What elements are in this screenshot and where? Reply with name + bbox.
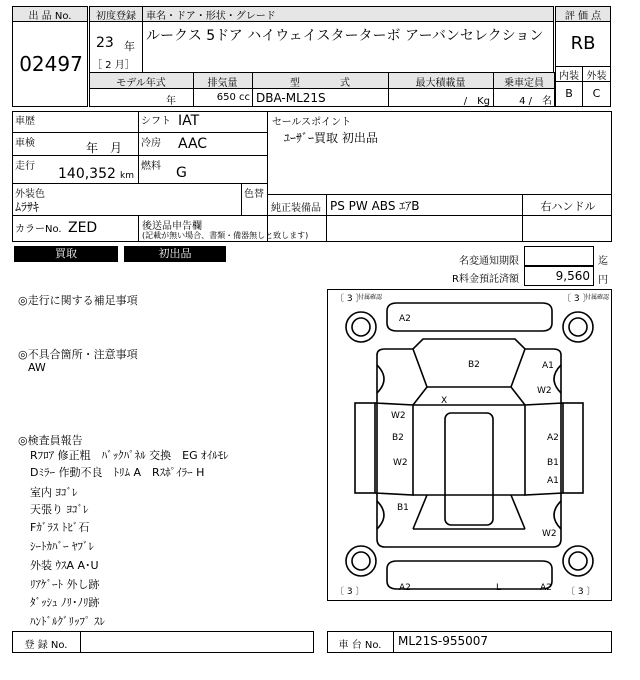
inspector-title: ◎検査員報告	[18, 434, 83, 447]
corner-label: 〔 3 〕	[562, 294, 592, 304]
corner-note: 付属確認	[585, 294, 610, 301]
inspection-label: 車検	[15, 138, 35, 149]
name-change-unit: 迄	[598, 256, 608, 267]
first-reg-label: 初度登録	[96, 11, 136, 22]
damage-mark: B1	[547, 458, 559, 468]
handle: 右ハンドル	[540, 200, 596, 213]
sales-point-label: セールスポイント	[272, 117, 352, 128]
type-label: 型 式	[290, 78, 350, 89]
chassis-no: ML21S-955007	[398, 634, 489, 648]
color-no-label: カラーNo.	[15, 224, 62, 235]
damage-mark: A2	[547, 433, 559, 443]
lot-no: 02497	[19, 52, 83, 76]
capacity-label: 乗車定員	[504, 78, 544, 89]
aftermarket-note: (記載が無い場合、書類・備器無しと致します)	[142, 231, 309, 240]
damage-mark: W2	[537, 386, 552, 396]
inspector-line: ｼｰﾄｶﾊﾞｰ ﾔﾌﾞﾚ	[30, 540, 94, 553]
name-change-label: 名変通知期限	[459, 256, 519, 267]
shift: IAT	[178, 113, 200, 129]
corner-label: 〔 3 〕	[335, 294, 365, 304]
model-name: ルークス 5ドア ハイウェイスターターボ アーバンセレクション	[146, 28, 544, 44]
grade-label: 評 価 点	[564, 11, 602, 22]
mileage-unit: km	[120, 171, 134, 181]
mileage: 140,352	[58, 166, 116, 182]
fuel-label: 燃料	[141, 161, 161, 172]
damage-mark: B2	[468, 360, 480, 370]
inspector-line: Dﾐﾗｰ 作動不良 ﾄﾘﾑ A Rｽﾎﾟｲﾗｰ H	[30, 466, 205, 479]
car-diagram	[327, 289, 612, 601]
model-year-unit: 年	[166, 96, 176, 107]
corner-label: 〔 3 〕	[335, 587, 365, 597]
inspector-line: 室内 ﾖｺﾞﾚ	[30, 486, 78, 499]
color-change-label: 色替	[244, 189, 264, 200]
exterior-label: 外装	[586, 71, 607, 82]
shift-label: シフト	[141, 116, 171, 127]
inspector-line: ﾊﾝﾄﾞﾙｸﾞﾘｯﾌﾟ ｽﾚ	[30, 615, 105, 628]
inspector-line: ﾘｱｹﾞｰﾄ 外し跡	[30, 578, 100, 591]
inspector-line: ﾀﾞｯｼｭ ﾉﾘ･ﾉﾘ跡	[30, 596, 100, 609]
displacement: 650 cc	[216, 92, 250, 103]
max-load: / Kg	[463, 96, 490, 107]
damage-mark: A1	[547, 476, 559, 486]
reg-year-unit: 年	[124, 40, 135, 53]
inspector-line: 外装 ｳｽA A･U	[30, 559, 99, 572]
model-year-label: モデル年式	[116, 78, 166, 89]
interior-label: 内装	[559, 71, 579, 82]
color-no: ZED	[68, 220, 98, 236]
ac-label: 冷房	[141, 138, 161, 149]
lot-no-label: 出 品 No.	[28, 11, 72, 22]
damage-mark: A2	[540, 583, 552, 593]
history-label: 車歴	[15, 116, 35, 127]
damage-mark: B2	[392, 433, 404, 443]
inspection-value: 年 月	[86, 141, 123, 155]
ac: AAC	[178, 136, 208, 152]
damage-mark: B1	[397, 503, 409, 513]
recycle-value: 9,560	[555, 269, 590, 283]
damage-mark: A2	[399, 314, 411, 324]
defects-title: ◎不具合箇所・注意事項	[18, 348, 138, 361]
corner-label: 〔 3 〕	[566, 587, 596, 597]
aftermarket-label: 後送品申告欄	[142, 221, 202, 232]
ext-color-label: 外装色	[15, 189, 45, 200]
damage-mark: X	[441, 396, 448, 406]
displacement-label: 排気量	[207, 78, 238, 89]
ext-color: ﾑﾗｻｷ	[15, 200, 40, 214]
recycle-label: R料金預託済額	[452, 274, 519, 285]
grade-value: RB	[570, 33, 596, 54]
damage-mark: A1	[542, 361, 554, 371]
fuel: G	[176, 165, 187, 181]
inspector-line: 天張り ﾖｺﾞﾚ	[30, 503, 89, 516]
defects-text: AW	[28, 361, 46, 374]
model-name-label: 車名・ドア・形状・グレード	[146, 11, 276, 22]
capacity: 4 / 名	[519, 96, 552, 107]
corner-note: 付属確認	[358, 294, 383, 301]
reg-no-label: 登 録 No.	[24, 640, 68, 651]
chassis-label: 車 台 No.	[338, 640, 382, 651]
driving-title: ◎走行に関する補足事項	[18, 294, 138, 307]
reg-year: 23	[96, 35, 114, 51]
purchase-badge: 買取	[14, 246, 118, 262]
inspector-line: Fｶﾞﾗｽ ﾄﾋﾞ石	[30, 521, 90, 534]
damage-mark: W2	[542, 529, 557, 539]
equipment: PS PW ABS ｴｱB	[330, 199, 420, 213]
inspector-line: Rﾌﾛｱ 修正粗 ﾊﾞｯｸﾊﾟﾈﾙ 交換 EG ｵｲﾙﾓﾚ	[30, 449, 229, 462]
exterior-grade: C	[592, 87, 601, 100]
reg-month: ［ 2 月］	[92, 60, 135, 71]
sales-point: ﾕｰｻﾞｰ買取 初出品	[284, 131, 378, 145]
vehicle-type: DBA-ML21S	[256, 91, 326, 105]
mileage-label: 走行	[15, 161, 35, 172]
max-load-label: 最大積載量	[415, 78, 466, 89]
damage-mark: A2	[399, 583, 411, 593]
recycle-unit: 円	[598, 275, 608, 286]
first-listing-badge: 初出品	[124, 246, 226, 262]
equipment-label: 純正装備品	[271, 203, 321, 214]
damage-mark: L	[496, 583, 502, 593]
damage-mark: W2	[393, 458, 408, 468]
damage-mark: W2	[391, 411, 406, 421]
interior-grade: B	[565, 87, 573, 100]
name-change-box	[524, 246, 594, 266]
